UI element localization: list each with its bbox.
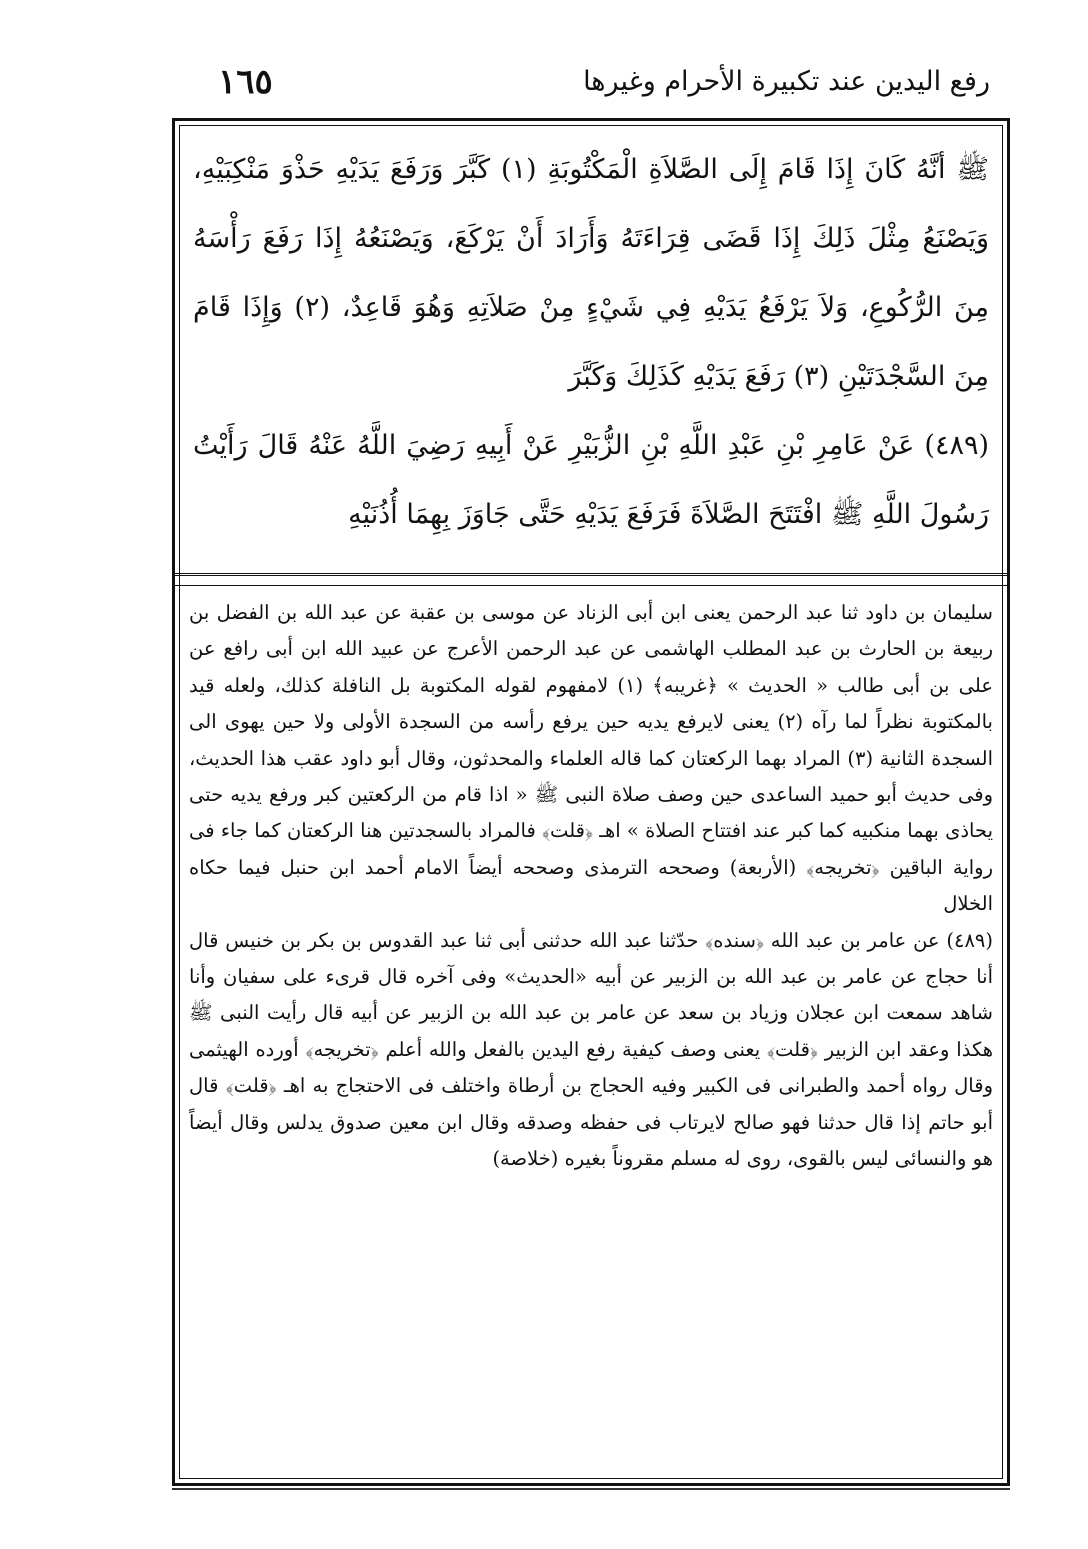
page-number: ١٦٥	[218, 62, 273, 102]
hadith-paragraph: ﷺ أنَّهُ كَانَ إِذَا قَامَ إِلَى الصَّلاَةِ الْمَكْتُوبَةِ (١) كَبَّرَ وَرَفَعَ يَدَيْهِ حَذْوَ مَنْكِبَيْهِ، وَيَصْنَعُ مِثْلَ ذَلِكَ إِذَا قَضَى قِرَاءَتَهُ وَأَرَادَ أَنْ يَرْكَعَ، وَيَصْنَعُهُ إِذَا رَفَعَ رَأْسَهُ مِنَ الرُّكُوعِ، وَلاَ يَرْفَعُ يَدَيْهِ فِي شَيْءٍ مِنْ صَلاَتِهِ وَهُوَ قَاعِدٌ، (٢) وَإِذَا قَامَ مِنَ السَّجْدَتَيْنِ (٣) رَفَعَ يَدَيْهِ كَذَلِكَ وَكَبَّرَ	[193, 154, 989, 392]
page-header	[200, 62, 990, 112]
hadith-text-block	[193, 135, 989, 549]
commentary-paragraph: (٤٨٩) عن عامر بن عبد الله ﴿سنده﴾ حدّثنا عبد الله حدثنى أبى ثنا عبد القدوس بن بكر بن خنيس قال أنا حجاج عن عامر بن عبد الله بن الزبير عن أبيه «الحديث» وفى آخره قال قرىء على سفيان وأنا شاهد سمعت ابن عجلان وزياد بن سعد عن عامر بن عبد الله بن الزبير عن أبيه قال رأيت النبى ﷺ هكذا وعقد ابن الزبير ﴿قلت﴾ يعنى وصف كيفية رفع اليدين بالفعل والله أعلم ﴿تخريجه﴾ أورده الهيثمى وقال رواه أحمد والطبرانى فى الكبير وفيه الحجاج بن أرطاة واختلف فى الاحتجاج به اهـ ﴿قلت﴾ قال أبو حاتم إذا قال حدثنا فهو صالح لايرتاب فى حفظه وصدقه وقال ابن معين صدوق يدلس وقال أيضاً هو والنسائى ليس بالقوى، روى له مسلم مقروناً بغيره (خلاصة)	[189, 928, 993, 1171]
section-divider	[175, 573, 1007, 586]
hadith-paragraph: (٤٨٩) عَنْ عَامِرِ بْنِ عَبْدِ اللَّهِ بْنِ الزُّبَيْرِ عَنْ أَبِيهِ رَضِيَ اللَّهُ عَنْهُ قَالَ رَأَيْتُ رَسُولَ اللَّهِ ﷺ افْتَتَحَ الصَّلاَةَ فَرَفَعَ يَدَيْهِ حَتَّى جَاوَزَ بِهِمَا أُذُنَيْهِ	[193, 430, 989, 530]
commentary-paragraph: سليمان بن داود ثنا عبد الرحمن يعنى ابن أبى الزناد عن موسى بن عقبة عن عبد الله بن الفضل بن ربيعة بن الحارث بن عبد المطلب الهاشمى عن عبد الرحمن الأعرج عن عبيد الله ابن أبى رافع عن على بن أبى طالب « الحديث » ﴿غريبه﴾ (١) لامفهوم لقوله المكتوبة بل النافلة كذلك، ولعله قيد بالمكتوبة نظراً لما رآه (٢) يعنى لايرفع يديه حين يرفع رأسه من السجدة الأولى ولا حين يهوى الى السجدة الثانية (٣) المراد بهما الركعتان كما قاله العلماء والمحدثون، وقال أبو داود عقب هذا الحديث، وفى حديث أبو حميد الساعدى حين وصف صلاة النبى ﷺ « اذا قام من الركعتين كبر ورفع يديه حتى يحاذى بهما منكبيه كما كبر عند افتتاح الصلاة » اهـ ﴿قلت﴾ فالمراد بالسجدتين هنا الركعتان كما جاء فى رواية الباقين ﴿تخريجه﴾ (الأربعة) وصححه الترمذى وصححه أيضاً الامام أحمد ابن حنبل فيما حكاه الخلال	[189, 601, 994, 916]
commentary-block	[189, 595, 993, 1178]
bottom-rule	[172, 1488, 1010, 1494]
running-title: رفع اليدين عند تكبيرة الأحرام وغيرها	[583, 66, 990, 97]
page-frame	[172, 118, 1010, 1486]
